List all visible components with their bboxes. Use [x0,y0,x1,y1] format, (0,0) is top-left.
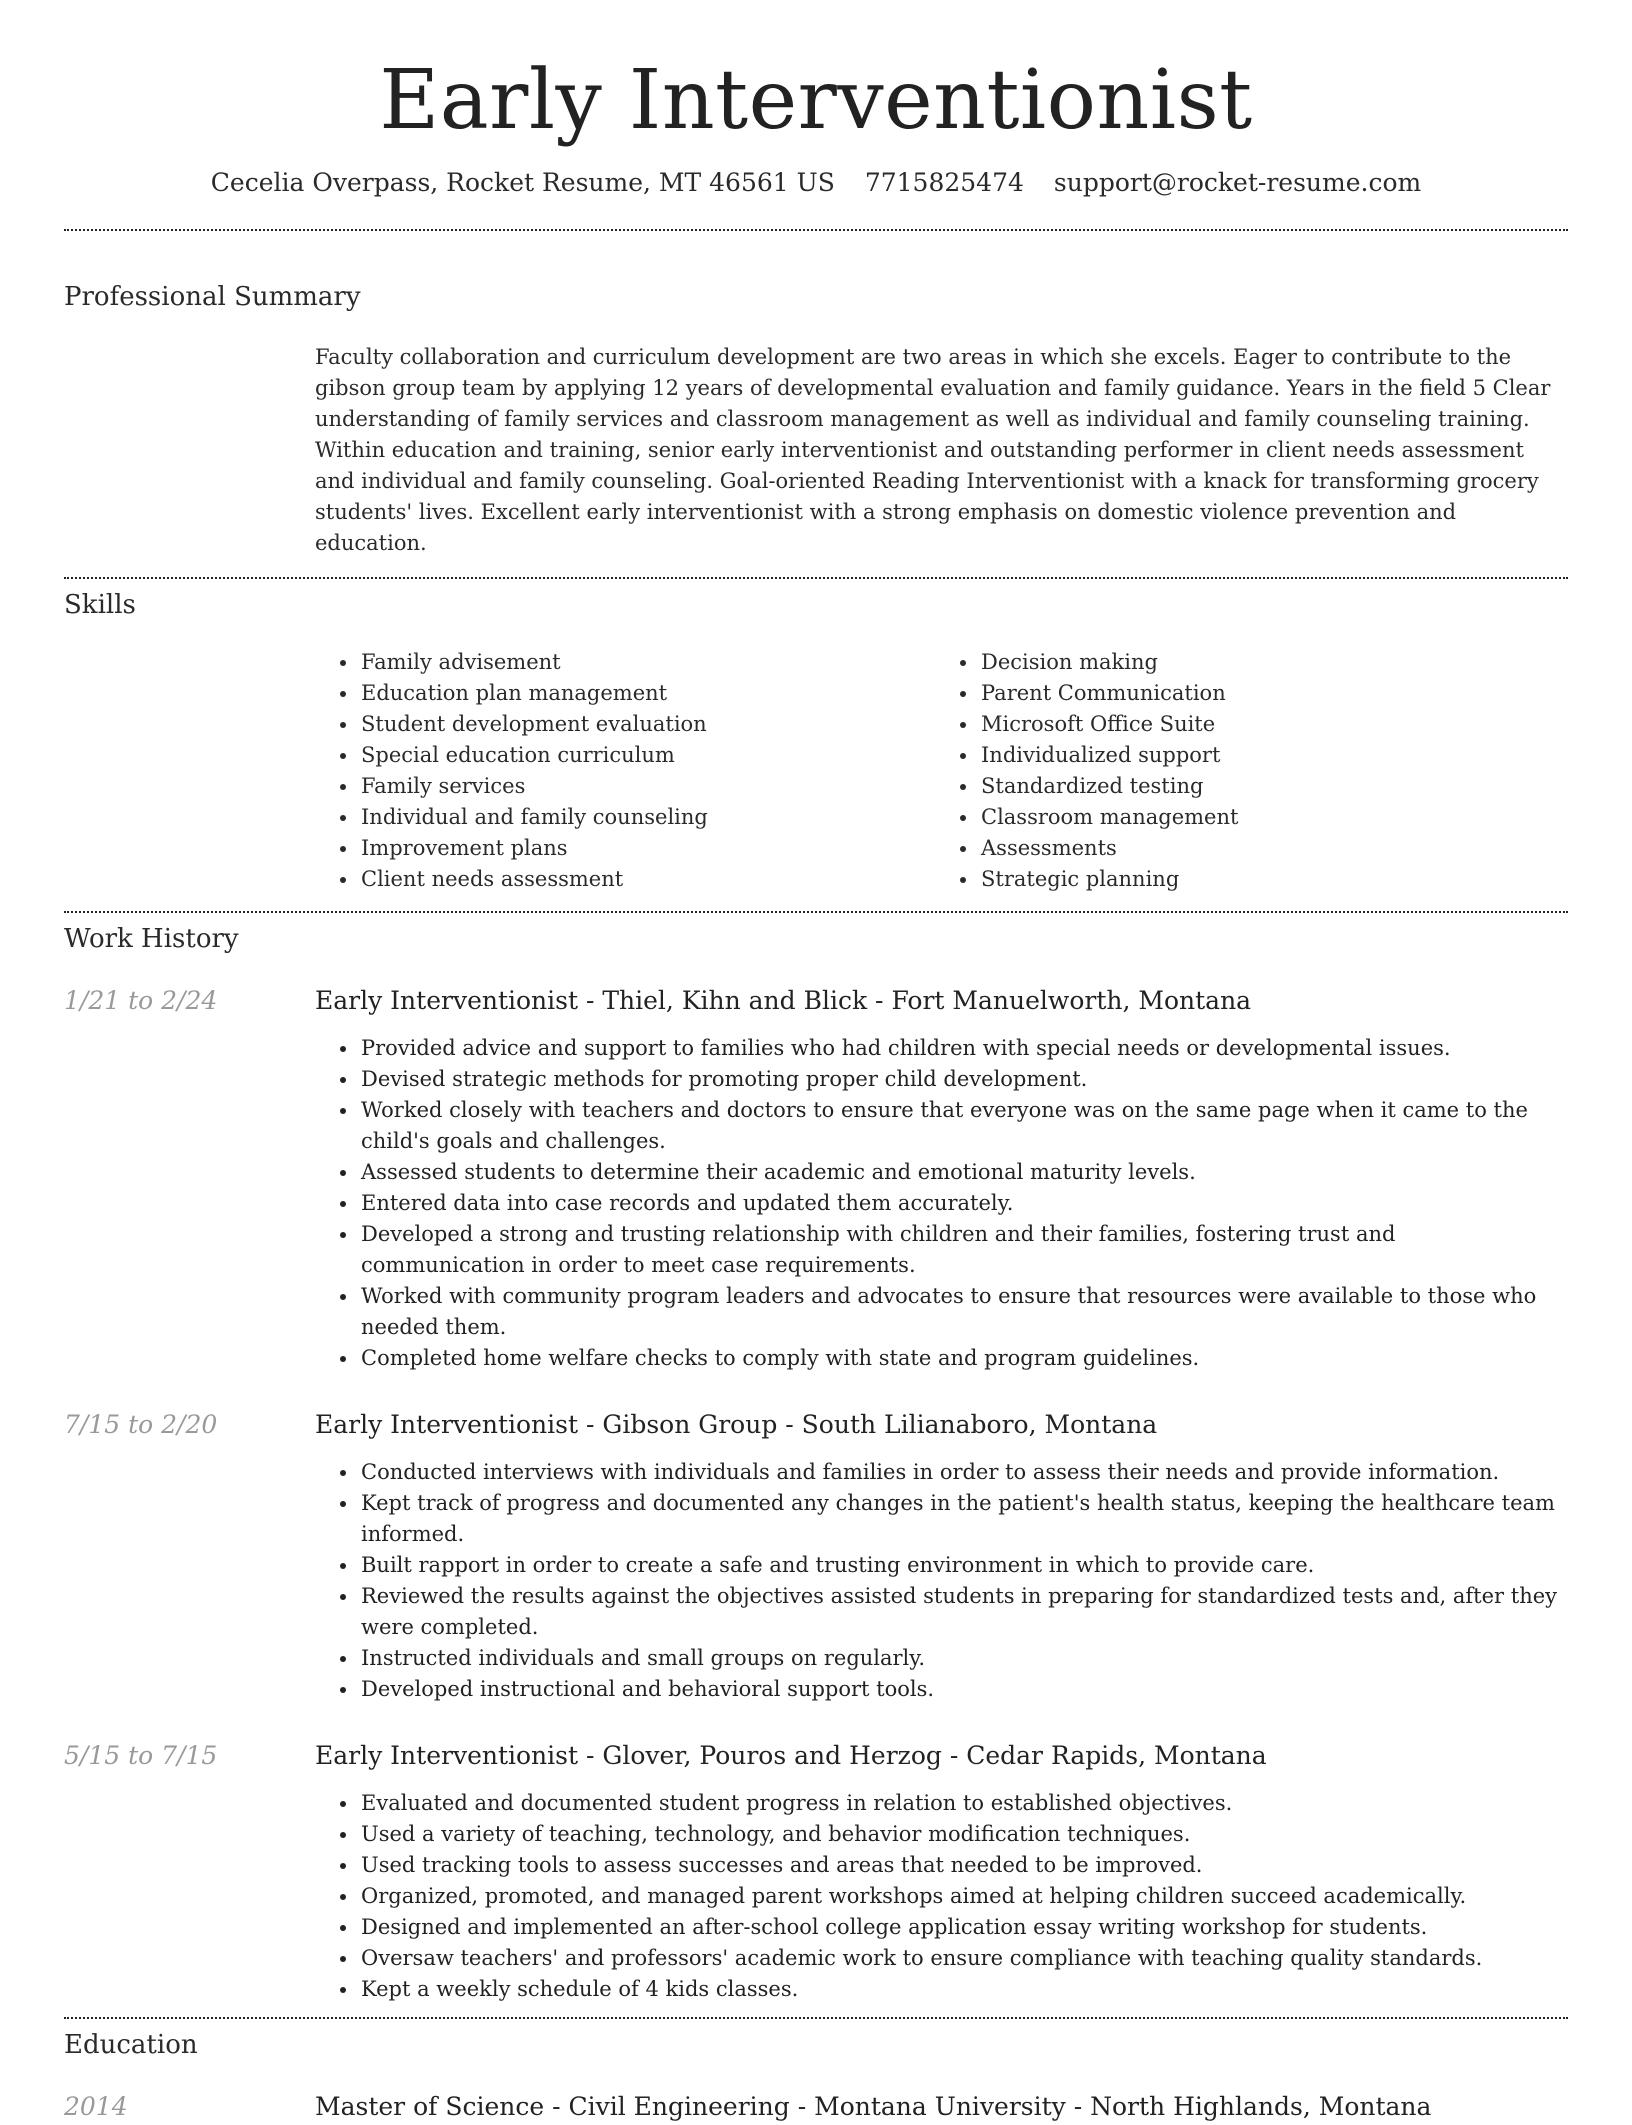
job-bullet: • Developed instructional and behavioral support tools. [359,1674,1565,1705]
skill-item: • Special education curriculum [359,740,929,771]
education-title: Master of Science - Civil Engineering - Montana University - North Highlands, Montana [315,2091,1432,2121]
job-entry [64,1407,1568,1705]
job-title: Early Interventionist - Gibson Group - South Lilianaboro, Montana [315,1409,1158,1439]
work-list [64,983,1568,2005]
skill-item: • Classroom management [979,802,1549,833]
skill-item: • Decision making [979,647,1549,678]
job-bullet: • Worked with community program leaders and advocates to ensure that resources were available to those who needed them. [359,1281,1565,1343]
job-bullet: • Completed home welfare checks to comply with state and program guidelines. [359,1343,1565,1374]
skill-item: • Client needs assessment [359,864,929,895]
job-bullet: • Built rapport in order to create a safe and trusting environment in which to provide care. [359,1550,1565,1581]
skill-item: • Family services [359,771,929,802]
skill-item: • Individual and family counseling [359,802,929,833]
job-date: 5/15 to 7/15 [64,1740,218,1770]
skills-grid [315,647,1565,895]
work-heading: Work History [64,923,239,954]
job-bullet: • Provided advice and support to families who had children with special needs or developmental issues. [359,1033,1565,1064]
job-body [315,1407,1565,1705]
summary-heading: Professional Summary [64,282,361,313]
job-entry [64,983,1568,1374]
education-body [315,2089,1565,2125]
skill-item: • Assessments [979,833,1549,864]
education-list [64,2089,1568,2125]
skill-item: • Improvement plans [359,833,929,864]
job-bullet: • Oversaw teachers' and professors' academic work to ensure compliance with teaching quality standards. [359,1943,1565,1974]
skill-item: • Parent Communication [979,678,1549,709]
work-section [64,913,1568,2017]
job-bullet: • Kept track of progress and documented any changes in the patient's health status, keeping the healthcare team informed. [359,1488,1565,1550]
job-bullet: • Evaluated and documented student progress in relation to established objectives. [359,1788,1565,1819]
job-date: 1/21 to 2/24 [64,985,218,1015]
job-title: Early Interventionist - Thiel, Kihn and Blick - Fort Manuelworth, Montana [315,985,1252,1015]
job-body [315,1738,1565,2005]
job-bullet: • Instructed individuals and small groups on regularly. [359,1643,1565,1674]
resume-title: Early Interventionist [379,53,1253,148]
job-bullet: • Designed and implemented an after-school college application essay writing workshop for students. [359,1912,1565,1943]
summary-section [64,231,1568,577]
job-bullet: • Worked closely with teachers and doctors to ensure that everyone was on the same page when it came to the child's goals and challenges. [359,1095,1565,1157]
skill-item: • Standardized testing [979,771,1549,802]
skill-item: • Education plan management [359,678,929,709]
contact-email: support@rocket-resume.com [1053,168,1422,198]
job-bullets [315,1788,1565,2005]
job-body [315,983,1565,1374]
skills-list-left [315,647,929,895]
skills-list-right [929,647,1549,895]
job-bullet: • Entered data into case records and updated them accurately. [359,1188,1565,1219]
summary-text: Faculty collaboration and curriculum development are two areas in which she excels. Eager to contribute to the gibson group team by applying 12 years of developmental evaluation and family guidance. Years in the field 5 Clear understanding of family services and classroom management as well as individual and family counseling training. Within education and training, senior early interventionist and outstanding performer in client needs assessment and individual and family counseling. Goal-oriented Reading Interventionist with a knack for transforming grocery students' lives. Excellent early interventionist with a strong emphasis on domestic violence prevention and education. [315,345,1551,556]
job-bullet: • Used a variety of teaching, technology, and behavior modification techniques. [359,1819,1565,1850]
education-heading: Education [64,2029,198,2060]
job-entry [64,1738,1568,2005]
education-section [64,2019,1568,2125]
job-bullet: • Devised strategic methods for promoting proper child development. [359,1064,1565,1095]
job-bullets [315,1033,1565,1374]
job-bullet: • Organized, promoted, and managed parent workshops aimed at helping children succeed academically. [359,1881,1565,1912]
skills-section [64,579,1568,911]
job-title: Early Interventionist - Glover, Pouros and Herzog - Cedar Rapids, Montana [315,1740,1267,1770]
job-bullet: • Used tracking tools to assess successes and areas that needed to be improved. [359,1850,1565,1881]
education-entry [64,2089,1568,2125]
skills-heading: Skills [64,590,136,621]
job-bullet: • Conducted interviews with individuals and families in order to assess their needs and provide information. [359,1457,1565,1488]
skill-item: • Student development evaluation [359,709,929,740]
job-bullet: • Kept a weekly schedule of 4 kids classes. [359,1974,1565,2005]
job-bullets [315,1457,1565,1705]
skill-item: • Individualized support [979,740,1549,771]
contact-line [64,168,1568,197]
contact-phone: 7715825474 [864,168,1024,198]
job-bullet: • Developed a strong and trusting relationship with children and their families, fostering trust and communication in order to meet case requirements. [359,1219,1565,1281]
skill-item: • Microsoft Office Suite [979,709,1549,740]
skill-item: • Family advisement [359,647,929,678]
resume-header [64,0,1568,197]
skill-item: • Strategic planning [979,864,1549,895]
contact-address: Cecelia Overpass, Rocket Resume, MT 46561 US [210,168,835,198]
job-bullet: • Reviewed the results against the objectives assisted students in preparing for standardized tests and, after they were completed. [359,1581,1565,1643]
job-bullet: • Assessed students to determine their academic and emotional maturity levels. [359,1157,1565,1188]
job-date: 7/15 to 2/20 [64,1409,218,1439]
education-date: 2014 [64,2091,128,2121]
